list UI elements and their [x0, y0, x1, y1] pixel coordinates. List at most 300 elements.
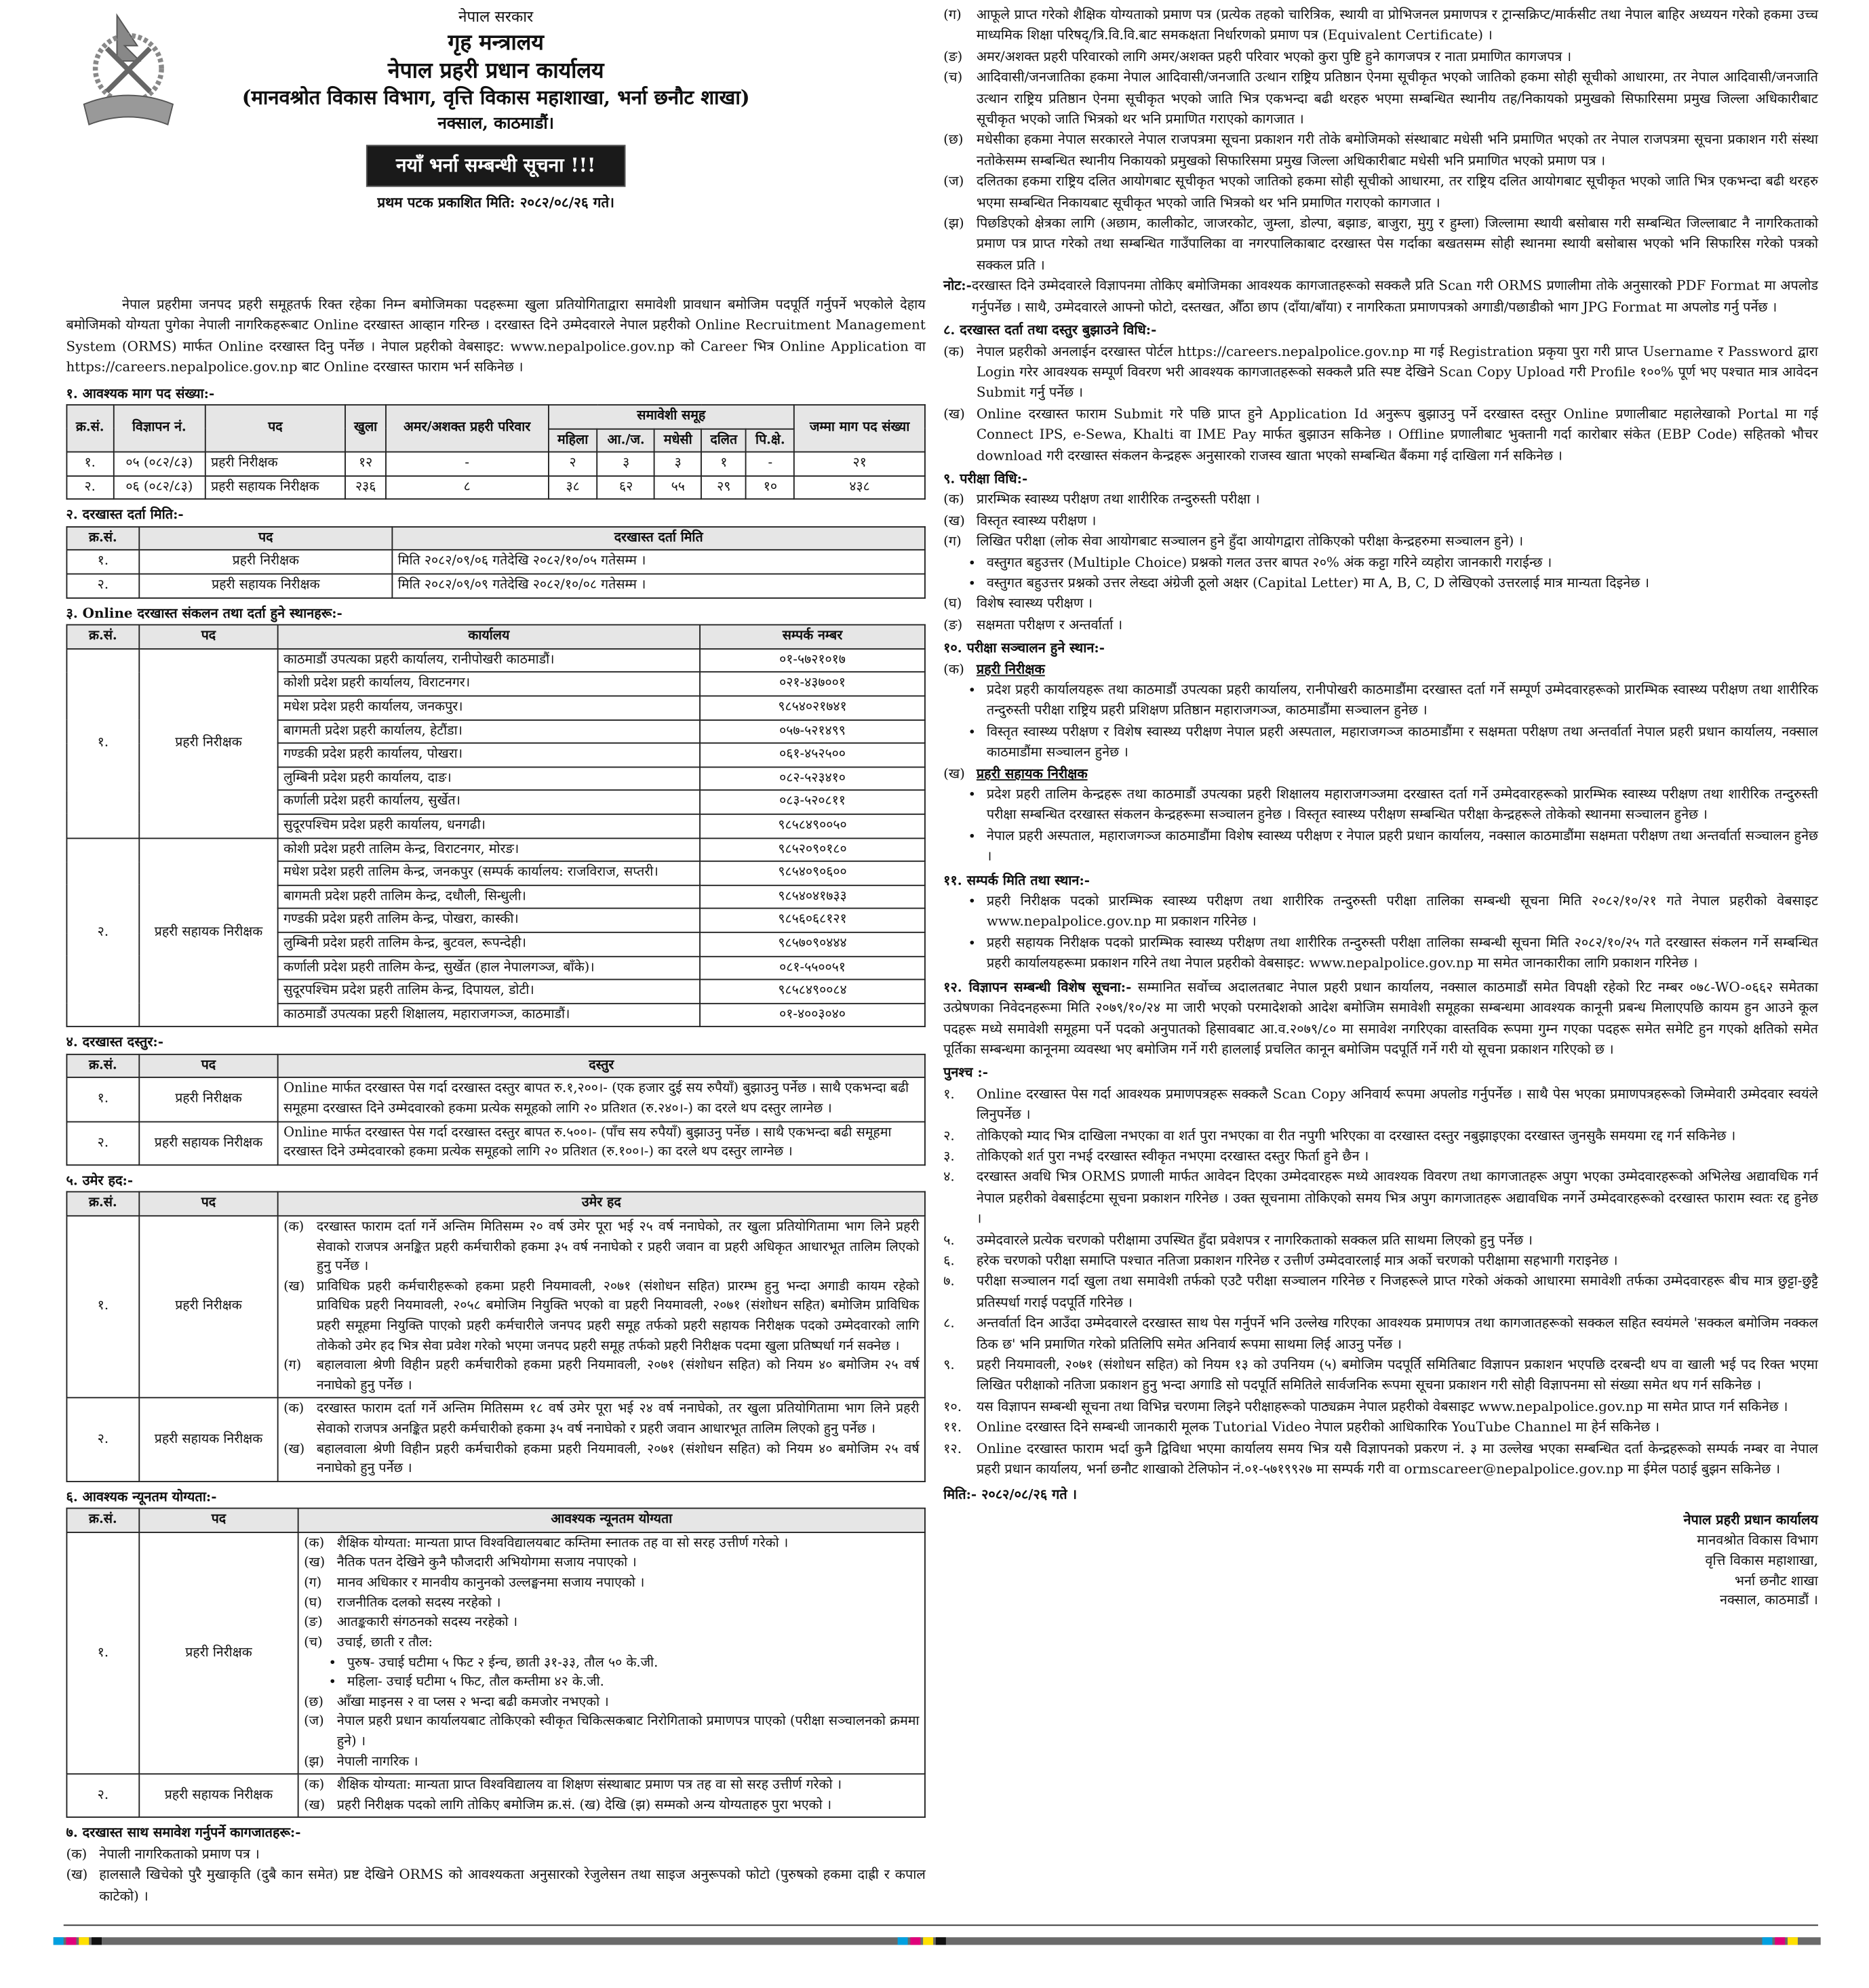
- list-item: [304, 1593, 919, 1613]
- post-cell: प्रहरी सहायक निरीक्षक: [139, 1398, 277, 1482]
- item-row: [304, 1693, 919, 1713]
- list-item: [943, 5, 1818, 47]
- section-12-title: १२. विज्ञापन सम्बन्धी विशेष सूचना:-: [943, 979, 1132, 995]
- office-phone: ०८२-५२३४१०: [700, 767, 925, 791]
- table-row: [66, 574, 924, 598]
- bullet-list: [304, 1653, 919, 1693]
- details-cell: [298, 1774, 925, 1818]
- list-item: [943, 615, 1818, 636]
- item-label: (ख): [304, 1797, 326, 1813]
- item-text: परीक्षा सञ्चालन गर्दा खुला तथा समावेशी तर्फको एउटै परीक्षा सञ्चालन गरिनेछ र निजहरूले प्राप्त गरेको अंकको आधारमा समावेशी तर्फका उम्मेदवारहरू बीच मात्र छुट्टा-छुट्टै प्रतिस्पर्धा गराई पदपूर्ति गरिनेछ ।: [976, 1274, 1818, 1311]
- office-phone: ०२१-४३७००१: [700, 672, 925, 696]
- office-phone: ९८५४०९०६००: [700, 862, 925, 886]
- list-item: [943, 1272, 1818, 1314]
- item-text: नेपाल प्रहरीको अनलाईन दरखास्त पोर्टल https://careers.nepalpolice.gov.np मा गई Registration प्रकृया पुरा गरी प्राप्त Username र Password द्वारा Login गरेर आवश्यक सम्पूर्ण विवरण भरी आवश्यक कागजातहरूको सक्कलै प्रति स्पष्ट देखिने Scan Copy Upload गरी Profile १००% पूर्ण भए पश्चात मात्र आवेदन Submit गर्नु पर्नेछ ।: [976, 344, 1818, 401]
- table-cell: मिति २०८२/०९/०६ गतेदेखि २०८२/१०/०५ गतेसम्म ।: [392, 551, 925, 574]
- section-11-title: ११. सम्पर्क मिति तथा स्थान:-: [943, 873, 1090, 888]
- list-item: [943, 659, 1818, 763]
- signature-block: [943, 1511, 1818, 1612]
- table-cell: -: [386, 452, 548, 476]
- office-name: कर्णाली प्रदेश प्रहरी कार्यालय, सुर्खेत।: [278, 791, 700, 814]
- registration-swatch: [936, 1937, 946, 1945]
- item-label: (क): [304, 1777, 325, 1793]
- column-header: सम्पर्क नम्बर: [700, 625, 925, 649]
- column-header: क्र.सं.: [66, 1509, 139, 1532]
- item-text: विस्तृत स्वास्थ्य परीक्षण ।: [976, 513, 1097, 529]
- list-item: [943, 1251, 1818, 1272]
- table-cell: २.: [66, 574, 139, 598]
- item-label: १.: [943, 1086, 955, 1102]
- documents-note: [943, 276, 1818, 318]
- item-row: [943, 615, 1818, 636]
- right-column: [943, 5, 1818, 1612]
- table-cell: प्रहरी निरीक्षक: [139, 551, 392, 574]
- item-row: [304, 1554, 919, 1574]
- documents-list-right: [943, 5, 1818, 276]
- registration-date-table: [66, 526, 925, 599]
- item-row: [943, 1168, 1818, 1230]
- registration-swatch: [54, 1937, 64, 1945]
- details-cell: [298, 1532, 925, 1774]
- list-item: [943, 763, 1818, 868]
- item-row: [304, 1753, 919, 1772]
- list-item: [943, 404, 1818, 466]
- table-cell: ६२: [597, 476, 654, 500]
- office-row: [66, 649, 924, 673]
- item-label: ३.: [943, 1149, 955, 1165]
- item-text: राजनीतिक दलको सदस्य नरहेको ।: [336, 1595, 501, 1610]
- list-item: [304, 1713, 919, 1753]
- list-item: [304, 1776, 919, 1795]
- bullet-item: • प्रहरी निरीक्षक पदको प्रारम्भिक स्वास्थ्य परीक्षण तथा शारीरिक तन्दुरुस्ती परीक्षा तालिका सम्बन्धी सूचना मिति २०८२/१०/२१ गते नेपाल प्रहरीको वेबसाइट www.nepalpolice.gov.np मा प्रकाशन गरिनेछ ।: [987, 891, 1818, 933]
- list-item: [943, 341, 1818, 403]
- item-text: तोकिएको शर्त पुरा नभई दरखास्त स्वीकृत नभएमा दरखास्त दस्तुर फिर्ता हुने छैन ।: [976, 1149, 1369, 1165]
- post-cell: प्रहरी निरीक्षक: [139, 1532, 298, 1774]
- col-martyr-family: अमर/अशक्त प्रहरी परिवार: [386, 405, 548, 452]
- office-phone: ०१-४००३०४०: [700, 1003, 925, 1027]
- bullet-item: • वस्तुगत बहुउत्तर प्रश्नको उत्तर लेख्दा अंग्रेजी ठूलो अक्षर (Capital Letter) मा A, B, C, D लेखिएको उत्तरलाई मात्र मान्यता दिइनेछ ।: [987, 573, 1818, 594]
- office-name: नेपाल प्रहरी प्रधान कार्यालय: [387, 58, 604, 84]
- office-name: बागमती प्रदेश प्रहरी कार्यालय, हेटौंडा।: [278, 719, 700, 743]
- item-label: (ङ): [943, 617, 963, 633]
- list-item: [943, 594, 1818, 615]
- table-cell: ४३८: [794, 476, 925, 500]
- ministry-name: गृह मन्त्रालय: [448, 30, 544, 56]
- serial-cell: १.: [66, 1216, 139, 1398]
- registration-swatch: [1775, 1937, 1785, 1945]
- application-method-list: [943, 341, 1818, 466]
- signature-line: मानवश्रोत विकास विभाग: [1697, 1532, 1818, 1549]
- bullet-item: • महिला- उचाई घटीमा ५ फिट, तौल कम्तीमा ४२ के.जी.: [347, 1673, 920, 1693]
- item-label: (क): [943, 662, 964, 677]
- item-text: नेपाली नागरिकताको प्रमाण पत्र ।: [99, 1846, 260, 1863]
- item-row: [943, 659, 1818, 680]
- item-label: (ख): [943, 513, 965, 529]
- item-label: (क): [66, 1846, 87, 1863]
- office-name: मधेश प्रदेश प्रहरी कार्यालय, जनकपुर।: [278, 696, 700, 719]
- bullet-item: • पुरुष- उचाई घटीमा ५ फिट २ ईन्च, छाती ३१-३३, तौल ५० के.जी.: [347, 1653, 920, 1673]
- office-name: गण्डकी प्रदेश प्रहरी तालिम केन्द्र, पोखरा, कास्की।: [278, 909, 700, 932]
- item-label: (क): [943, 492, 964, 508]
- published-date: प्रथम पटक प्रकाशित मिति: २०८२/०८/२६ गते।: [377, 195, 614, 212]
- list-item: [304, 1554, 919, 1574]
- item-text: यस विज्ञापन सम्बन्धी सूचना तथा विभिन्न चरणमा लिइने परीक्षाहरूको पाठ्यक्रम नेपाल प्रहरीको वेबसाइट www.nepalpolice.gov.np मा समेत प्राप्त गर्न सकिनेछ ।: [976, 1399, 1788, 1415]
- item-text: अमर/अशक्त प्रहरी परिवारको लागि अमर/अशक्त प्रहरी परिवार भएको कुरा पुष्टि हुने कागजपत्र र नाता प्रमाणित कागजपत्र ।: [976, 49, 1572, 65]
- office-name: लुम्बिनी प्रदेश प्रहरी कार्यालय, दाङ।: [278, 767, 700, 791]
- office-phone: ०१-५७२१०१७: [700, 649, 925, 673]
- nepal-police-emblem-icon: [79, 10, 178, 132]
- table-cell: ०५ (०८२/८३): [113, 452, 205, 476]
- item-text: विशेष स्वास्थ्य परीक्षण ।: [976, 596, 1093, 612]
- table-cell: २९: [701, 476, 746, 500]
- item-label: (झ): [304, 1753, 325, 1769]
- item-text: प्रहरी सहायक निरीक्षक: [976, 766, 1088, 782]
- bullet-item: • प्रहरी सहायक निरीक्षक पदको प्रारम्भिक स्वास्थ्य परीक्षण तथा शारीरिक तन्दुरुस्ती परीक्षा तालिका सम्बन्धी सूचना मिति २०८२/१०/२५ गते दरखास्त संकलन गर्ने सम्बन्धित प्रहरी कार्यालयहरूमा प्रकाशन गरिने तथा नेपाल प्रहरीको वेबसाइट: www.nepalpolice.gov.np मा समेत जानकारीका लागि प्रकाशन गरिनेछ ।: [987, 933, 1818, 975]
- registration-swatch: [66, 1937, 76, 1945]
- list-item: [943, 214, 1818, 276]
- item-label: (झ): [943, 216, 964, 232]
- section-10-title: १०. परीक्षा सञ्चालन हुने स्थान:-: [943, 641, 1105, 656]
- table-cell: -: [746, 452, 794, 476]
- table-cell: १.: [66, 1078, 139, 1121]
- registration-swatch: [92, 1937, 102, 1945]
- table-cell: ०६ (०८२/८३): [113, 476, 205, 500]
- list-item: [304, 1693, 919, 1713]
- col-post: पद: [205, 405, 346, 452]
- table-row: [66, 1532, 924, 1774]
- serial-cell: २.: [66, 838, 139, 1027]
- col-inclusive-sub: महिला: [548, 429, 597, 452]
- office-address: नक्साल, काठमाडौं।: [437, 114, 554, 134]
- office-name: काठमाडौं उपत्यका प्रहरी कार्यालय, रानीपोखरी काठमाडौं।: [278, 649, 700, 673]
- item-text: बहालवाला श्रेणी विहीन प्रहरी कर्मचारीको हकमा प्रहरी नियमावली, २०७१ (संशोधन सहित) को नियम ४० बमोजिम २५ वर्ष ननाघेको हुनु पर्नेछ ।: [316, 1441, 920, 1477]
- office-phone: ९८५४०२१७४१: [700, 696, 925, 719]
- item-row: [283, 1400, 919, 1440]
- office-name: सुदूरपश्चिम प्रदेश प्रहरी कार्यालय, धनगढी।: [278, 814, 700, 838]
- item-text: नेपाल प्रहरी प्रधान कार्यालयबाट तोकिएको स्वीकृत चिकित्सकबाट निरोगिताको प्रमाणपत्र पाएको (परीक्षा सञ्चालनको क्रममा हुने) ।: [336, 1713, 920, 1749]
- registration-swatch: [910, 1937, 920, 1945]
- item-row: [304, 1614, 919, 1633]
- item-row: [943, 1230, 1818, 1251]
- item-text: हरेक चरणको परीक्षा समाप्ति पश्चात नतिजा प्रकाशन गरिनेछ र उत्तीर्ण उम्मेदवारलाई मात्र अर्को चरणको परीक्षामा सहभागी गराइनेछ ।: [976, 1253, 1618, 1269]
- item-text: आफूले प्राप्त गरेको शैक्षिक योग्यताको प्रमाण पत्र (प्रत्येक तहको चारित्रिक, स्थायी वा प्रोभिजनल प्रमाणपत्र र ट्रान्सक्रिप्ट/मार्कसीट तथा नेपाल बाहिर अध्ययन गरेको हकमा उच्च माध्यमिक शिक्षा परिषद्/त्रि.वि.वि.बाट समकक्षता निर्धारणको प्रमाण पत्र (Equivalent Certificate) ।: [976, 7, 1818, 44]
- column-header: दस्तुर: [278, 1054, 925, 1078]
- collection-centers-table: [66, 624, 925, 1028]
- notice-banner: नयाँ भर्ना सम्बन्धी सूचना !!!: [367, 144, 625, 186]
- item-text: प्रहरी नियमावली, २०७१ (संशोधन सहित) को नियम १३ को उपनियम (५) बमोजिम पदपूर्ति समितिबाट विज्ञापन प्रकाशन भएपछि दरबन्दी थप वा खाली भई पद रिक्त भएमा लिखित परीक्षाको नतिजा प्रकाशन हुनु भन्दा अगाडि सो पदपूर्ति समितिले सार्वजनिक रूपमा सूचना प्रकाशन गरी सोही विज्ञापनमा सो संख्या समेत थप गर्न सकिनेछ ।: [976, 1357, 1818, 1394]
- section-8-title: ८. दरखास्त दर्ता तथा दस्तुर बुझाउने विधि:-: [943, 323, 1157, 338]
- item-text: Online दरखास्त पेस गर्दा आवश्यक प्रमाणपत्रहरू सक्कलै Scan Copy अनिवार्य रूपमा अपलोड गर्नुपर्नेछ । साथै पेस भएका प्रमाणपत्रहरूको जिम्मेवारी उम्मेदवार स्वयंले लिनुपर्नेछ ।: [976, 1086, 1818, 1123]
- col-inclusive-sub: पि.क्षे.: [746, 429, 794, 452]
- item-row: [943, 1418, 1818, 1439]
- item-row: [943, 1397, 1818, 1418]
- item-label: (क): [283, 1218, 304, 1235]
- item-label: २.: [943, 1128, 955, 1144]
- list-item: [943, 1084, 1818, 1126]
- item-row: [283, 1277, 919, 1357]
- column-header: दरखास्त दर्ता मिति: [392, 527, 925, 551]
- item-label: १०.: [943, 1399, 962, 1415]
- item-label: ४.: [943, 1170, 955, 1185]
- bullet-item: • वस्तुगत बहुउत्तर (Multiple Choice) प्रश्नको गलत उत्तर बापत २०% अंक कट्टा गरिने व्यहोरा जानकारी गराईन्छ ।: [987, 553, 1818, 574]
- list-item: [304, 1614, 919, 1633]
- item-row: [943, 1439, 1818, 1481]
- col-sn: क्र.सं.: [66, 405, 113, 452]
- signature-line: नेपाल प्रहरी प्रधान कार्यालय: [1683, 1512, 1818, 1528]
- office-name: मधेश प्रदेश प्रहरी तालिम केन्द्र, जनकपुर (सम्पर्क कार्यालय: राजविराज, सप्तरी।: [278, 862, 700, 886]
- item-row: [304, 1776, 919, 1795]
- table-cell: ५५: [654, 476, 701, 500]
- item-text: आतङ्ककारी संगठनको सदस्य नरहेको ।: [336, 1614, 518, 1631]
- office-name: कोशी प्रदेश प्रहरी कार्यालय, विराटनगर।: [278, 672, 700, 696]
- table-row: [66, 551, 924, 574]
- table-row: [66, 1774, 924, 1818]
- registration-swatch: [79, 1937, 89, 1945]
- signature-line: भर्ना छनौट शाखा: [1735, 1573, 1818, 1589]
- list-item: [283, 1357, 919, 1397]
- item-row: [304, 1574, 919, 1593]
- table-cell: २१: [794, 452, 925, 476]
- item-text: उम्मेदवारले प्रत्येक चरणको परीक्षामा उपस्थित हुँदा प्रवेशपत्र र नागरिकताको सक्कल प्रति साथमा लिएको हुनु पर्नेछ ।: [976, 1232, 1533, 1248]
- table-row: [66, 452, 924, 476]
- item-label: (ख): [283, 1278, 305, 1294]
- signature-line: वृत्ति विकास महाशाखा,: [1705, 1553, 1818, 1568]
- division-name: (मानवश्रोत विकास विभाग, वृत्ति विकास महाशाखा, भर्ना छनौट शाखा): [241, 85, 750, 109]
- item-text: नेपाली नागरिक ।: [336, 1753, 418, 1769]
- table-row: [66, 1078, 924, 1121]
- special-notice: [943, 977, 1818, 1060]
- item-text: Online दरखास्त दिने सम्बन्धी जानकारी मूलक Tutorial Video नेपाल प्रहरीको आधिकारिक YouTube Channel मा हेर्न सकिनेछ ।: [976, 1420, 1660, 1436]
- item-text: मधेसीका हकमा नेपाल सरकारले नेपाल राजपत्रमा सूचना प्रकाशन गरी तोके बमोजिमको संस्थाबाट मधेसी भनि प्रमाणित भएको तर नेपाल राजपत्रमा सूचना प्रकाशन गरी संस्था नतोकेसम्म सम्बन्धित स्थानीय निकायको प्रमुखको सिफारिसमा प्रमुख जिल्ला अधिकारीबाट मधेसी भनि प्रमाणित भएको प्रमाण पत्र ।: [976, 132, 1818, 170]
- item-label: (ख): [304, 1555, 326, 1571]
- col-total: जम्मा माग पद संख्या: [794, 405, 925, 452]
- col-inclusive: समावेशी समूह: [548, 405, 794, 429]
- column-header: पद: [139, 625, 277, 649]
- table-cell: ३८: [548, 476, 597, 500]
- item-label: १२.: [943, 1441, 962, 1456]
- list-item: [943, 1439, 1818, 1481]
- item-label: (घ): [943, 596, 962, 612]
- office-name: कोशी प्रदेश प्रहरी तालिम केन्द्र, विराटनगर, मोरङ।: [278, 838, 700, 862]
- item-label: (ग): [943, 534, 962, 550]
- item-row: [943, 763, 1818, 784]
- item-label: (ख): [943, 406, 965, 422]
- item-text: Online दरखास्त फाराम Submit गरे पछि प्राप्त हुने Application Id अनुरूप बुझाउनु पर्ने दरखास्त दस्तुर Online प्रणालीबाट महालेखाको Portal मा गई Connect IPS, e-Sewa, Khalti वा IME Pay मार्फत बुझाउन सकिनेछ । Offline प्रणालीबाट भुक्तानी गर्दा कारोबार संकेत (EBP Code) सहितको भौचर download गरी दरखास्त संकलन केन्द्रहरू अनुसारको राजस्व खाता भएको सम्बन्धित बैंकमा गई दाखिला गर्न सकिनेछ ।: [976, 406, 1818, 464]
- table-cell: २.: [66, 476, 113, 500]
- column-header: कार्यालय: [278, 625, 700, 649]
- item-row: [304, 1713, 919, 1753]
- list-item: [283, 1277, 919, 1357]
- item-label: (छ): [943, 132, 964, 148]
- age-limit-table: [66, 1191, 925, 1482]
- item-label: (क): [304, 1535, 325, 1551]
- serial-cell: १.: [66, 1532, 139, 1774]
- item-label: (घ): [304, 1595, 322, 1610]
- registration-swatch: [1788, 1937, 1798, 1945]
- post-cell: प्रहरी निरीक्षक: [139, 1216, 277, 1398]
- item-text: प्रारम्भिक स्वास्थ्य परीक्षण तथा शारीरिक तन्दुरुस्ती परीक्षा ।: [976, 492, 1260, 508]
- item-label: (ख): [66, 1867, 88, 1883]
- item-row: [943, 490, 1818, 511]
- list-item: [943, 130, 1818, 172]
- list-item: [304, 1534, 919, 1554]
- section-6-title: ६. आवश्यक न्यूनतम योग्यता:-: [66, 1490, 217, 1505]
- item-label: ६.: [943, 1253, 955, 1269]
- list-item: [943, 490, 1818, 511]
- item-label: (ग): [943, 7, 962, 23]
- item-row: [283, 1357, 919, 1397]
- office-phone: ०६१-४५२५००: [700, 743, 925, 767]
- list-item: [283, 1400, 919, 1440]
- post-cell: प्रहरी निरीक्षक: [139, 649, 277, 838]
- office-phone: ९८५८४९००८४: [700, 980, 925, 1003]
- item-label: (छ): [304, 1694, 323, 1710]
- item-row: [304, 1633, 919, 1653]
- item-label: (च): [943, 70, 963, 86]
- table-row: [66, 476, 924, 500]
- item-text: प्रहरी निरीक्षक: [976, 662, 1045, 677]
- office-phone: ९८५७०९०४४४: [700, 932, 925, 956]
- notice-date: मिति:- २०८२/०८/२६ गते ।: [943, 1488, 1078, 1503]
- signature-line: नक्साल, काठमाडौं ।: [1719, 1593, 1818, 1609]
- vacancy-table: [66, 404, 925, 500]
- table-row: [66, 1216, 924, 1398]
- item-label: ७.: [943, 1274, 955, 1290]
- serial-cell: १.: [66, 649, 139, 838]
- office-name: गण्डकी प्रदेश प्रहरी कार्यालय, पोखरा।: [278, 743, 700, 767]
- item-text: शैक्षिक योग्यता: मान्यता प्राप्त विश्वविद्यालयबाट कम्तिमा स्नातक तह वा सो सरह उत्तीर्ण गरेको ।: [336, 1535, 789, 1551]
- table-cell: प्रहरी निरीक्षक: [205, 452, 346, 476]
- office-phone: ९८५८४९००५०: [700, 814, 925, 838]
- item-label: (क): [283, 1401, 304, 1417]
- column-header: क्र.सं.: [66, 527, 139, 551]
- list-item: [943, 172, 1818, 214]
- item-label: ५.: [943, 1232, 955, 1248]
- post-cell: प्रहरी सहायक निरीक्षक: [139, 1774, 298, 1818]
- item-row: [304, 1796, 919, 1816]
- note-label: नोट:-: [943, 279, 972, 294]
- item-row: [943, 1084, 1818, 1126]
- table-cell: प्रहरी सहायक निरीक्षक: [139, 574, 392, 598]
- col-inclusive-sub: आ./ज.: [597, 429, 654, 452]
- fee-table: [66, 1054, 925, 1166]
- registration-swatch: [898, 1937, 908, 1945]
- item-label: (ङ): [943, 49, 963, 65]
- item-text: प्राविधिक प्रहरी कर्मचारीहरूको हकमा प्रहरी नियमावली, २०७१ (संशोधन सहित) प्रारम्भ हुनु भन्दा अगाडी कायम रहेको प्राविधिक प्रहरी नियमावली, २०५८ बमोजिम नियुक्ति भएको वा प्रहरी नियमावली, २०७१ (संशोधन सहित) बमोजिम प्राविधिक प्रहरी समूहमा नियुक्ति पाएको प्रहरी कर्मचारीले जनपद प्रहरी समूह तर्फको प्रहरी सहायक निरीक्षक पदको उम्मेदवारको लागि तोकेको उमेर हद भित्र सेवा प्रवेश गरेको भएमा जनपद प्रहरी समूह तर्फको प्रहरी निरीक्षक पदमा खुला प्रतिष्पर्धा गर्न सक्नेछ ।: [316, 1278, 920, 1353]
- table-cell: ३: [654, 452, 701, 476]
- list-item: [943, 47, 1818, 68]
- list-item: [943, 1230, 1818, 1251]
- item-text: लिखित परीक्षा (लोक सेवा आयोगबाट सञ्चालन हुने हुँदा आयोगद्वारा तोकिएको परीक्षा केन्द्रहरुमा सञ्चालन हुने) ।: [976, 534, 1524, 550]
- item-label: (ज): [304, 1713, 324, 1730]
- print-registration-bar: [54, 1937, 1821, 1945]
- column-header: पद: [139, 1054, 277, 1078]
- government-name: नेपाल सरकार: [458, 7, 534, 26]
- table-cell: २: [548, 452, 597, 476]
- exam-method-list: [943, 490, 1818, 635]
- list-item: [943, 511, 1818, 532]
- list-item: [304, 1796, 919, 1816]
- list-item: [943, 1168, 1818, 1230]
- office-name: बागमती प्रदेश प्रहरी तालिम केन्द्र, दधौली, सिन्धुली।: [278, 885, 700, 909]
- list-item: [943, 532, 1818, 594]
- item-text: दरखास्त अवधि भित्र ORMS प्रणाली मार्फत आवेदन दिएका उम्मेदवारहरू मध्ये आवश्यक विवरण तथा कागजातहरू अपुग भएका उम्मेदवारहरूको अभिलेख अद्यावधिक गर्न नेपाल प्रहरीको वेबसाईटमा सूचना प्रकाशन गरिनेछ । उक्त सूचनामा तोकिएको समय भित्र अपुग कागजातहरू अद्यावधिक नगर्ने उम्मेदवारहरूको दरखास्त फाराम स्वतः रद्द हुनेछ ।: [976, 1170, 1818, 1227]
- item-label: ८.: [943, 1315, 955, 1332]
- item-row: [943, 404, 1818, 466]
- item-row: [943, 1251, 1818, 1272]
- office-phone: ०८१-५५००५१: [700, 956, 925, 980]
- item-text: हालसालै खिचेको पुरै मुखाकृति (दुबै कान समेत) प्रष्ट देखिने ORMS को आवश्यकता अनुसारको रेजुलेसन तथा साइज अनुरूपको फोटो (पुरुषको हकमा दाह्री र कपाल काटेको) ।: [99, 1867, 926, 1904]
- postscript-list: [943, 1084, 1818, 1480]
- column-header: आवश्यक न्यूनतम योग्यता: [298, 1509, 925, 1532]
- item-text: दरखास्त फाराम दर्ता गर्ने अन्तिम मितिसम्म १८ वर्ष उमेर पूरा भई २४ वर्ष ननाघेको, तर खुला प्रतियोगितामा भाग लिने प्रहरी सेवाको राजपत्र अनङ्कित प्रहरी कर्मचारीको हकमा ३५ वर्ष ननाघेको र प्रहरी जवान आधारभूत तालिम लिएको हुनु पर्नेछ ।: [316, 1401, 920, 1437]
- note-text: दरखास्त दिने उम्मेदवारले विज्ञापनमा तोकिए बमोजिमका आवश्यक कागजातहरूको सक्कलै प्रति Scan गरी ORMS प्रणालीमा तोके अनुसारको PDF Format मा अपलोड गर्नुपर्नेछ । साथै, उम्मेदवारले आफ्नो फोटो, दस्तखत, औँठा छाप (दाँया/बाँया) र नागरिकता प्रमाणपत्रको अगाडी/पछाडीको भाग JPG Format मा अपलोड गर्नु पर्नेछ ।: [971, 279, 1818, 315]
- item-label: (च): [304, 1634, 323, 1650]
- item-text: तोकिएको म्याद भित्र दाखिला नभएका वा शर्त पुरा नभएका वा रीत नपुगी भरिएका वा दरखास्त दस्तुर नबुझाइएका दरखास्त जुनसुकै समयमा रद्द गर्न सकिनेछ ।: [976, 1128, 1736, 1144]
- table-cell: Online मार्फत दरखास्त पेस गर्दा दरखास्त दस्तुर बापत रु.५००।- (पाँच सय रुपैयाँ) बुझाउनु पर्नेछ । साथै एकभन्दा बढी समूहमा दरखास्त दिने उम्मेदवारको हकमा प्रत्येक समूहको लागि २० प्रतिशत (रु.१००।-) का दरले थप दस्तुर लाग्नेछ ।: [278, 1121, 925, 1165]
- table-cell: प्रहरी निरीक्षक: [139, 1078, 277, 1121]
- list-item: [943, 1147, 1818, 1168]
- table-cell: १०: [746, 476, 794, 500]
- documents-list-left: [66, 1844, 925, 1907]
- list-item: [943, 1355, 1818, 1397]
- list-item: [304, 1574, 919, 1593]
- bullet-item: • विस्तृत स्वास्थ्य परीक्षण र विशेष स्वास्थ्य परीक्षण नेपाल प्रहरी अस्पताल, महाराजगञ्ज काठमाडौंमा र सक्षमता परीक्षण तथा अन्तर्वार्ता नेपाल प्रहरी प्रधान कार्यालय, नक्साल काठमाडौंमा सञ्चालन हुनेछ ।: [987, 722, 1818, 764]
- table-row: [66, 1398, 924, 1482]
- office-name: लुम्बिनी प्रदेश प्रहरी तालिम केन्द्र, बुटवल, रूपन्देही।: [278, 932, 700, 956]
- column-header: उमेर हद: [278, 1192, 925, 1216]
- item-row: [943, 1355, 1818, 1397]
- bullet-list: [943, 680, 1818, 763]
- section-9-title: ९. परीक्षा विधि:-: [943, 471, 1028, 487]
- item-label: (ख): [943, 766, 965, 782]
- col-inclusive-sub: दलित: [701, 429, 746, 452]
- registration-swatch: [1762, 1937, 1772, 1945]
- item-row: [304, 1593, 919, 1613]
- item-row: [943, 341, 1818, 403]
- office-name: काठमाडौं उपत्यका प्रहरी शिक्षालय, महाराजगञ्ज, काठमाडौं।: [278, 1003, 700, 1027]
- table-cell: प्रहरी सहायक निरीक्षक: [205, 476, 346, 500]
- item-row: [304, 1534, 919, 1554]
- serial-cell: २.: [66, 1774, 139, 1818]
- left-column: [66, 0, 925, 1907]
- column-header: पद: [139, 1192, 277, 1216]
- item-text: बहालवाला श्रेणी विहीन प्रहरी कर्मचारीको हकमा प्रहरी नियमावली, २०७१ (संशोधन सहित) को नियम ४० बमोजिम २५ वर्ष ननाघेको हुनु पर्नेछ ।: [316, 1357, 920, 1393]
- item-text: दलितका हकमा राष्ट्रिय दलित आयोगबाट सूचीकृत भएको जातिको हकमा सोही सूचीको आधारमा, तर राष्ट्रिय दलित आयोगबाट सूचीकृत भएको जाति भित्र एकभन्दा बढी थरहरु भएमा सम्बन्धित निकायबाट सूचीकृत भएको जाति भित्रको थर भनि प्रमाणित गराएको कागजात ।: [976, 174, 1818, 211]
- intro-paragraph: नेपाल प्रहरीमा जनपद प्रहरी समूहतर्फ रिक्त रहेका निम्न बमोजिमका पदहरूमा खुला प्रतियोगिताद्वारा समावेशी प्रावधान बमोजिम पदपूर्ति गर्नुपर्ने भएकोले देहाय बमोजिमको योग्यता पुगेका नेपाली नागरिकहरूबाट Online दरखास्त आव्हान गरिन्छ । दरखास्त दिने उम्मेदवारले नेपाल प्रहरीको Online Recruitment Management System (ORMS) मार्फत Online दरखास्त दिनु पर्नेछ । नेपाल प्रहरीको वेबसाइट: www.nepalpolice.gov.np को Career भित्र Online Application वा https://careers.nepalpolice.gov.np बाट Online दरखास्त फाराम भर्न सकिनेछ ।: [66, 297, 926, 376]
- item-text: प्रहरी निरीक्षक पदको लागि तोकिए बमोजिम क्र.सं. (ख) देखि (झ) सम्मको अन्य योग्यताहरु पुरा भएको ।: [336, 1797, 832, 1813]
- item-row: [943, 532, 1818, 553]
- bullet-list: [943, 553, 1818, 595]
- list-item: [943, 68, 1818, 130]
- table-cell: ३: [597, 452, 654, 476]
- list-item: [66, 1865, 925, 1907]
- item-text: दरखास्त फाराम दर्ता गर्ने अन्तिम मितिसम्म २० वर्ष उमेर पूरा भई २५ वर्ष ननाघेको, तर खुला प्रतियोगितामा भाग लिने प्रहरी सेवाको राजपत्र अनङ्कित प्रहरी कर्मचारीको हकमा ३५ वर्ष ननाघेको र प्रहरी जवान वा प्रहरी अधिकृत आधारभूत तालिम लिएको हुनु पर्नेछ ।: [316, 1218, 920, 1274]
- office-phone: ९८५२०९०१८०: [700, 838, 925, 862]
- bullet-item: • नेपाल प्रहरी अस्पताल, महाराजगञ्ज काठमाडौंमा विशेष स्वास्थ्य परीक्षण र नेपाल प्रहरी प्रधान कार्यालय, नक्साल काठमाडौंमा सक्षमता परीक्षण तथा अन्तर्वार्ता सञ्चालन हुनेछ ।: [987, 826, 1818, 868]
- details-cell: [278, 1216, 925, 1398]
- item-text: सक्षमता परीक्षण र अन्तर्वार्ता ।: [976, 617, 1123, 633]
- list-item: [943, 1397, 1818, 1418]
- item-label: (ख): [283, 1441, 305, 1456]
- table-cell: १.: [66, 551, 139, 574]
- item-row: [943, 1147, 1818, 1168]
- section-7-title: ७. दरखास्त साथ समावेश गर्नुपर्ने कागजातहरू:-: [66, 1825, 301, 1842]
- post-cell: प्रहरी सहायक निरीक्षक: [139, 838, 277, 1027]
- item-text: नैतिक पतन देखिने कुनै फौजदारी अभियोगमा सजाय नपाएको ।: [336, 1555, 637, 1571]
- special-notice-text: सम्मानित सर्वोच्च अदालतबाट नेपाल प्रहरी प्रधान कार्यालय, नक्साल काठमाडौं समेत विपक्षी रहेको रिट नम्बर ०७८-WO-०६६२ समेतका उत्प्रेषणका निवेदनहरूमा मिति २०७९/१०/२४ मा जारी भएको परमादेशको आदेश बमोजिम समावेशी समूहका सम्बन्धमा आवश्यक कानूनी प्रबन्ध मिलाएपछि कायम हुन आउने कूल पदहरू मध्ये समावेशी समूहमा पर्ने पदको अनुपातको हिसावबाट आ.व.२०७९/८० मा समावेश नगरिएका वास्तविक रूपमा गुम्न गएका पदहरू समेत समेटि हुन गएको क्षतिको समेत पूर्तिका सम्बन्धमा कानूनमा व्यवस्था भए बमोजिम गर्ने गरी हाललाई प्रचलित कानून बमोजिम पदपूर्ति गर्ने गरी यो सूचना प्रकाशन गरिएको छ ।: [943, 979, 1818, 1058]
- notice-header: [66, 0, 925, 295]
